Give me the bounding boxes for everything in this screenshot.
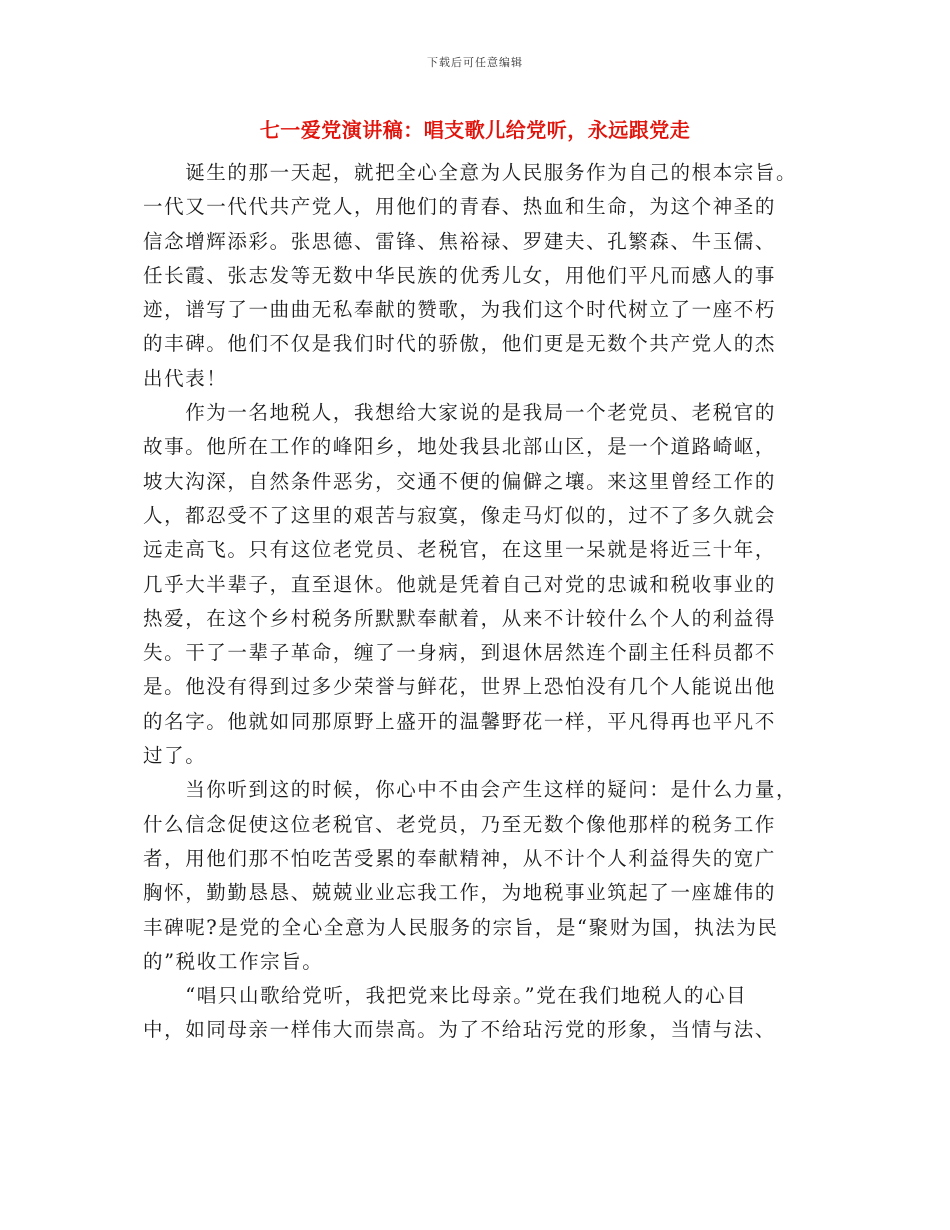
text-line: 失。干了一辈子革命，缠了一身病，到退休居然连个副主任科员都不 (143, 641, 777, 665)
text-line: 热爱，在这个乡村税务所默默奉献着，从来不计较什么个人的利益得 (143, 606, 777, 630)
text-line: 坡大沟深，自然条件恶劣，交通不便的偏僻之壤。来这里曾经工作的 (143, 469, 777, 493)
document-body (143, 156, 811, 1048)
document-title: 七一爱党演讲稿：唱支歌儿给党听，永远跟党走 (259, 118, 691, 142)
text-line: 过了。 (143, 744, 207, 768)
text-line: 几乎大半辈子，直至退休。他就是凭着自己对党的忠诚和税收事业的 (143, 572, 777, 596)
paragraph (143, 773, 811, 979)
header-note: 下载后可任意编辑 (427, 56, 523, 69)
text-line: 作为一名地税人，我想给大家说的是我局一个老党员、老税官的 (143, 401, 777, 425)
text-line: 诞生的那一天起，就把全心全意为人民服务作为自己的根本宗旨。 (143, 161, 798, 184)
text-line: 的名字。他就如同那原野上盛开的温馨野花一样，平凡得再也平凡不 (143, 709, 777, 733)
text-line: 信念增辉添彩。张思德、雷锋、焦裕禄、罗建夫、孔繁森、牛玉儒、 (143, 229, 777, 253)
text-line: 故事。他所在工作的峰阳乡，地处我县北部山区，是一个道路崎岖， (143, 435, 777, 459)
text-line: 迹，谱写了一曲曲无私奉献的赞歌，为我们这个时代树立了一座不朽 (143, 298, 777, 322)
paragraph (143, 396, 811, 773)
text-line: 丰碑呢?是党的全心全意为人民服务的宗旨，是“聚财为国，执法为民 (143, 915, 779, 939)
paragraph (143, 156, 811, 396)
text-line: 中，如同母亲一样伟大而崇高。为了不给玷污党的形象，当情与法、 (143, 1018, 777, 1042)
text-line: 出代表！ (143, 366, 228, 390)
text-line: 胸怀，勤勤恳恳、兢兢业业忘我工作，为地税事业筑起了一座雄伟的 (143, 881, 777, 905)
paragraph (143, 979, 811, 1048)
text-line: “唱只山歌给党听，我把党来比母亲。”党在我们地税人的心目 (143, 984, 748, 1008)
text-line: 一代又一代代共产党人，用他们的青春、热血和生命，为这个神圣的 (143, 195, 777, 219)
text-line: 的”税收工作宗旨。 (143, 949, 324, 973)
text-line: 任长霞、张志发等无数中华民族的优秀儿女，用他们平凡而感人的事 (143, 263, 777, 287)
text-line: 什么信念促使这位老税官、老党员，乃至无数个像他那样的税务工作 (143, 812, 777, 836)
text-line: 人，都忍受不了这里的艰苦与寂寞，像走马灯似的，过不了多久就会 (143, 503, 777, 527)
text-line: 远走高飞。只有这位老党员、老税官，在这里一呆就是将近三十年， (143, 538, 777, 562)
text-line: 者，用他们那不怕吃苦受累的奉献精神，从不计个人利益得失的宽广 (143, 846, 777, 870)
text-line: 是。他没有得到过多少荣誉与鲜花，世界上恐怕没有几个人能说出他 (143, 675, 777, 699)
text-line: 的丰碑。他们不仅是我们时代的骄傲，他们更是无数个共产党人的杰 (143, 332, 777, 356)
text-line: 当你听到这的时候，你心中不由会产生这样的疑问：是什么力量， (143, 778, 798, 802)
